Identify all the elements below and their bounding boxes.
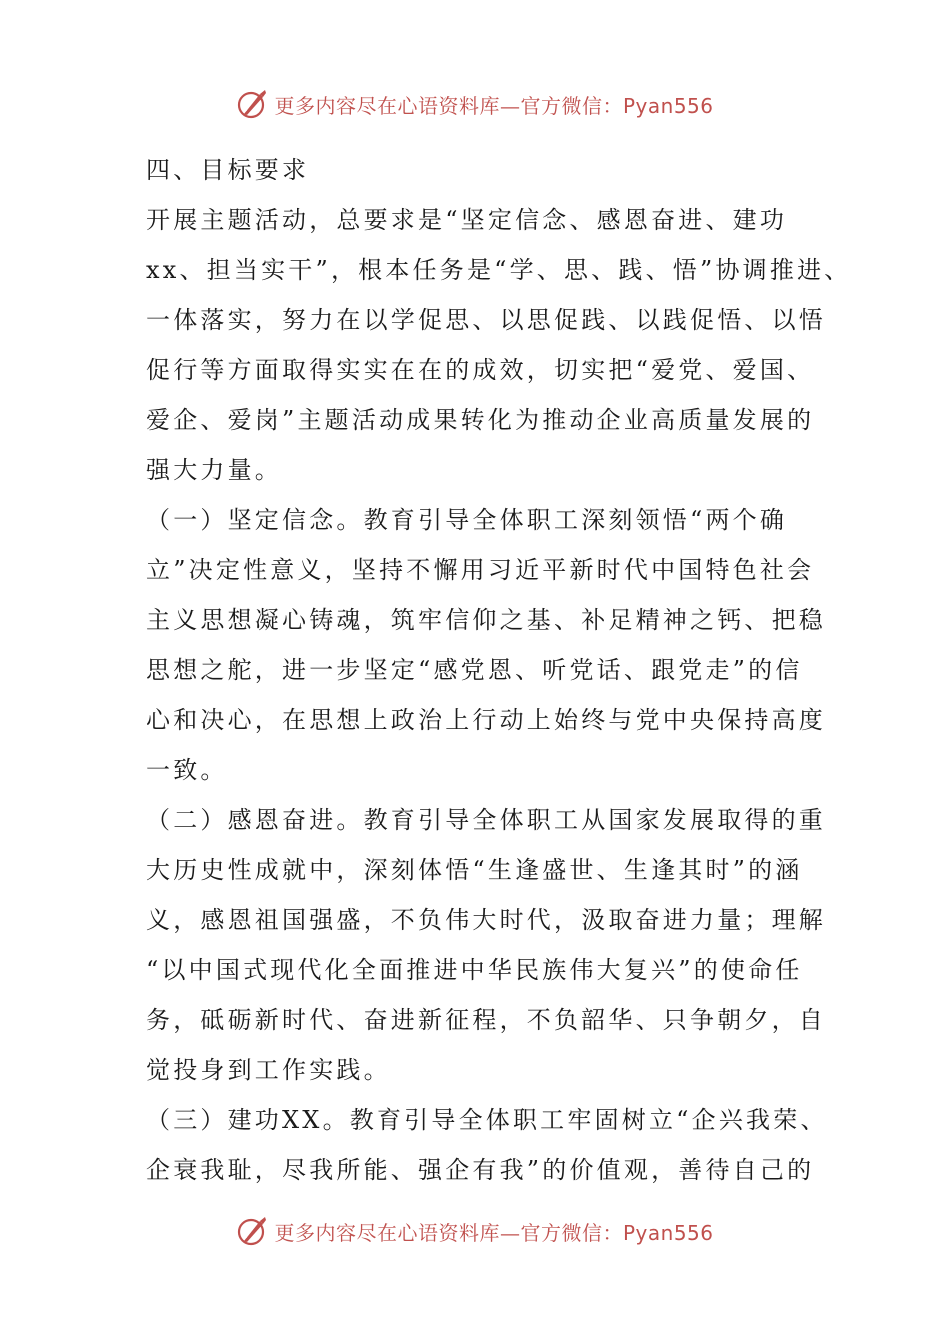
text-line: 企衰我耻，尽我所能、强企有我”的价值观，善待自己的 <box>146 1156 815 1184</box>
banner-label: 更多内容尽在心语资料库—官方微信： <box>274 93 623 118</box>
text-line: 大历史性成就中，深刻体悟“生逢盛世、生逢其时”的涵 <box>146 856 803 884</box>
text-line: （二）感恩奋进。教育引导全体职工从国家发展取得的重 <box>146 806 826 834</box>
text-line: （三）建功XX。教育引导全体职工牢固树立“企兴我荣、 <box>146 1106 828 1134</box>
footer-watermark-banner <box>0 1211 950 1251</box>
text-line: 一体落实，努力在以学促思、以思促践、以践促悟、以悟 <box>146 306 826 334</box>
text-line: “以中国式现代化全面推进中华民族伟大复兴”的使命任 <box>146 956 803 984</box>
banner-text <box>274 1217 713 1246</box>
banner-text <box>274 90 713 119</box>
text-line: xx、担当实干”，根本任务是“学、思、践、悟”协调推进、 <box>146 256 852 284</box>
text-line: 一致。 <box>146 756 228 784</box>
quill-pen-logo-icon <box>236 1215 268 1247</box>
text-line: 促行等方面取得实实在在的成效，切实把“爱党、爱国、 <box>146 356 815 384</box>
section-title: 四、目标要求 <box>146 156 310 184</box>
text-line: 立”决定性意义，坚持不懈用习近平新时代中国特色社会 <box>146 556 815 584</box>
text-line: 爱企、爱岗”主题活动成果转化为推动企业高质量发展的 <box>146 406 815 434</box>
text-line: 思想之舵，进一步坚定“感党恩、听党话、跟党走”的信 <box>146 656 803 684</box>
quill-pen-logo-icon <box>236 88 268 120</box>
text-line: 义，感恩祖国强盛，不负伟大时代，汲取奋进力量；理解 <box>146 906 826 934</box>
banner-wechat-id: Pyan556 <box>622 1220 714 1245</box>
banner-wechat-id: Pyan556 <box>622 93 714 118</box>
text-line: 心和决心，在思想上政治上行动上始终与党中央保持高度 <box>146 706 826 734</box>
text-line: 强大力量。 <box>146 456 282 484</box>
text-line: （一）坚定信念。教育引导全体职工深刻领悟“两个确 <box>146 506 788 534</box>
text-line: 主义思想凝心铸魂，筑牢信仰之基、补足精神之钙、把稳 <box>146 606 826 634</box>
text-line: 觉投身到工作实践。 <box>146 1056 391 1084</box>
banner-label: 更多内容尽在心语资料库—官方微信： <box>274 1220 623 1245</box>
header-watermark-banner <box>0 84 950 124</box>
document-body <box>146 145 852 1195</box>
text-line: 务，砥砺新时代、奋进新征程，不负韶华、只争朝夕，自 <box>146 1006 826 1034</box>
text-line: 开展主题活动，总要求是“坚定信念、感恩奋进、建功 <box>146 206 788 234</box>
